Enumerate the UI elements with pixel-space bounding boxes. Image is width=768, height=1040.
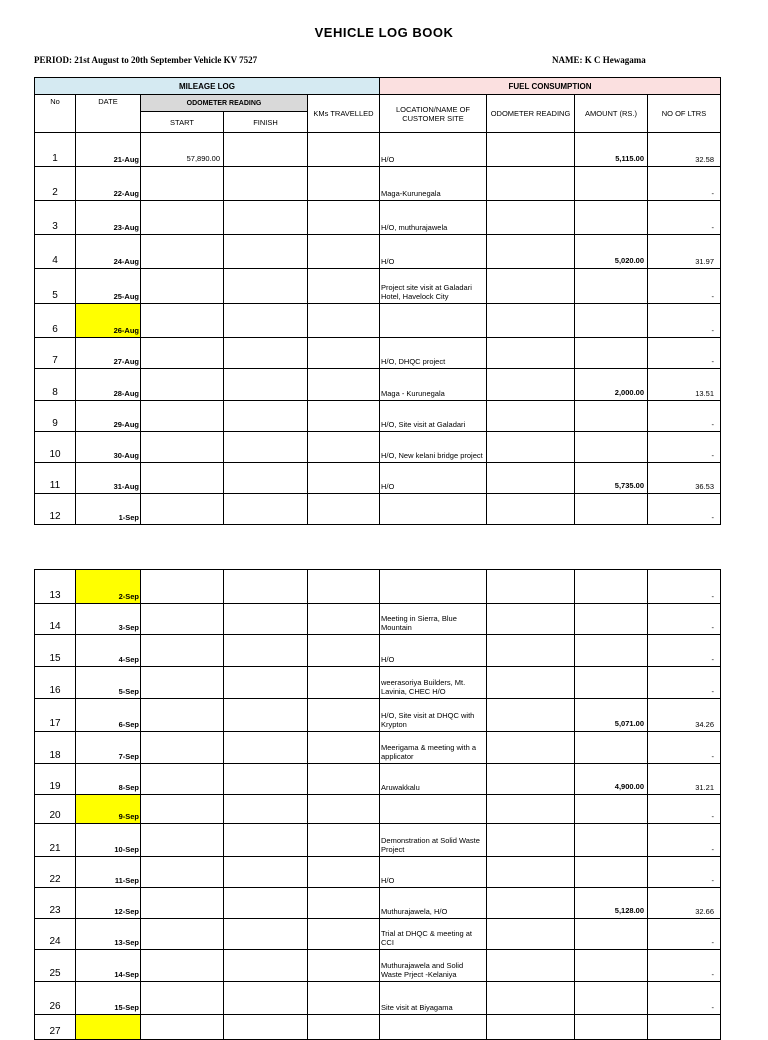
row-number: 14 [35, 604, 76, 635]
row-kms-travelled [308, 1015, 380, 1040]
row-date: 5-Sep [76, 667, 141, 699]
row-no-of-ltrs: - [648, 857, 721, 888]
row-kms-travelled [308, 764, 380, 795]
row-amount [575, 304, 648, 338]
row-date: 24-Aug [76, 235, 141, 269]
table-body-page2 [35, 570, 721, 1040]
row-odometer-start [141, 369, 224, 401]
row-kms-travelled [308, 950, 380, 982]
row-location: H/O, Site visit at DHQC with Krypton [380, 699, 487, 732]
row-kms-travelled [308, 667, 380, 699]
row-odometer-finish [224, 732, 308, 764]
row-odometer-finish [224, 304, 308, 338]
col-kms-travelled: KMs TRAVELLED [308, 95, 380, 133]
row-date: 25-Aug [76, 269, 141, 304]
col-location: LOCATION/NAME OF CUSTOMER SITE [380, 95, 487, 133]
row-no-of-ltrs: - [648, 269, 721, 304]
table-row [35, 201, 721, 235]
mileage-log-header: MILEAGE LOG [35, 78, 380, 95]
row-odometer-finish [224, 167, 308, 201]
row-date: 12-Sep [76, 888, 141, 919]
row-no-of-ltrs: 31.97 [648, 235, 721, 269]
row-number: 3 [35, 201, 76, 235]
row-odometer-start [141, 269, 224, 304]
row-number: 25 [35, 950, 76, 982]
driver-name: NAME: K C Hewagama [552, 55, 646, 65]
col-no: No [35, 95, 76, 133]
row-odometer-start [141, 732, 224, 764]
row-location: H/O, DHQC project [380, 338, 487, 369]
row-odometer-start [141, 857, 224, 888]
row-amount [575, 982, 648, 1015]
row-amount [575, 667, 648, 699]
row-fuel-odometer [487, 369, 575, 401]
row-odometer-start [141, 764, 224, 795]
row-odometer-finish [224, 824, 308, 857]
row-odometer-start [141, 167, 224, 201]
row-location: Meerigama & meeting with a applicator [380, 732, 487, 764]
row-date: 14-Sep [76, 950, 141, 982]
page-title: VEHICLE LOG BOOK [314, 25, 454, 40]
col-amount: AMOUNT (RS.) [575, 95, 648, 133]
row-kms-travelled [308, 201, 380, 235]
row-number: 8 [35, 369, 76, 401]
row-fuel-odometer [487, 604, 575, 635]
row-location [380, 795, 487, 824]
row-odometer-start [141, 235, 224, 269]
row-fuel-odometer [487, 269, 575, 304]
table-row [35, 982, 721, 1015]
row-odometer-finish [224, 1015, 308, 1040]
row-fuel-odometer [487, 795, 575, 824]
row-date: 31-Aug [76, 463, 141, 494]
row-kms-travelled [308, 635, 380, 667]
row-kms-travelled [308, 795, 380, 824]
row-fuel-odometer [487, 950, 575, 982]
table-row [35, 304, 721, 338]
row-odometer-start [141, 401, 224, 432]
table-row [35, 570, 721, 604]
row-fuel-odometer [487, 857, 575, 888]
row-date: 9-Sep [76, 795, 141, 824]
row-odometer-start [141, 699, 224, 732]
row-no-of-ltrs: 32.58 [648, 133, 721, 167]
table-row [35, 167, 721, 201]
row-odometer-start [141, 824, 224, 857]
row-date: 1-Sep [76, 494, 141, 525]
row-fuel-odometer [487, 1015, 575, 1040]
row-kms-travelled [308, 432, 380, 463]
row-odometer-finish [224, 494, 308, 525]
table-row [35, 604, 721, 635]
row-fuel-odometer [487, 570, 575, 604]
row-odometer-start [141, 570, 224, 604]
row-date: 13-Sep [76, 919, 141, 950]
row-no-of-ltrs: 13.51 [648, 369, 721, 401]
table-row [35, 269, 721, 304]
row-number: 20 [35, 795, 76, 824]
row-location: H/O [380, 857, 487, 888]
row-date: 10-Sep [76, 824, 141, 857]
row-location [380, 1015, 487, 1040]
row-kms-travelled [308, 401, 380, 432]
row-location: H/O [380, 133, 487, 167]
row-odometer-start [141, 338, 224, 369]
row-amount [575, 950, 648, 982]
row-no-of-ltrs: - [648, 338, 721, 369]
row-location: Project site visit at Galadari Hotel, Havelock City [380, 269, 487, 304]
row-location: Muthurajawela, H/O [380, 888, 487, 919]
row-kms-travelled [308, 304, 380, 338]
row-odometer-start [141, 950, 224, 982]
row-no-of-ltrs [648, 1015, 721, 1040]
row-odometer-finish [224, 201, 308, 235]
row-amount [575, 857, 648, 888]
row-number: 13 [35, 570, 76, 604]
row-date: 7-Sep [76, 732, 141, 764]
row-number: 10 [35, 432, 76, 463]
row-amount [575, 167, 648, 201]
row-kms-travelled [308, 167, 380, 201]
row-odometer-finish [224, 795, 308, 824]
row-date: 27-Aug [76, 338, 141, 369]
row-no-of-ltrs: - [648, 401, 721, 432]
row-no-of-ltrs: - [648, 201, 721, 235]
row-odometer-start [141, 888, 224, 919]
row-number: 16 [35, 667, 76, 699]
table-row [35, 133, 721, 167]
row-odometer-finish [224, 982, 308, 1015]
row-date: 26-Aug [76, 304, 141, 338]
row-fuel-odometer [487, 304, 575, 338]
row-no-of-ltrs: - [648, 167, 721, 201]
row-location: H/O [380, 463, 487, 494]
mileage-log-table [34, 77, 721, 525]
row-kms-travelled [308, 857, 380, 888]
row-odometer-finish [224, 667, 308, 699]
row-location: H/O [380, 635, 487, 667]
row-number: 27 [35, 1015, 76, 1040]
row-location: H/O, Site visit at Galadari [380, 401, 487, 432]
row-fuel-odometer [487, 201, 575, 235]
row-amount [575, 201, 648, 235]
row-fuel-odometer [487, 919, 575, 950]
row-no-of-ltrs: - [648, 667, 721, 699]
table-row [35, 401, 721, 432]
row-date: 22-Aug [76, 167, 141, 201]
row-number: 17 [35, 699, 76, 732]
row-amount: 5,115.00 [575, 133, 648, 167]
table-row [35, 463, 721, 494]
row-date: 28-Aug [76, 369, 141, 401]
row-location: Muthurajawela and Solid Waste Prject -Kelaniya [380, 950, 487, 982]
row-location: Site visit at Biyagama [380, 982, 487, 1015]
table-row [35, 369, 721, 401]
row-number: 12 [35, 494, 76, 525]
row-odometer-start [141, 432, 224, 463]
row-fuel-odometer [487, 494, 575, 525]
table-row [35, 732, 721, 764]
row-amount: 4,900.00 [575, 764, 648, 795]
row-no-of-ltrs: - [648, 950, 721, 982]
row-kms-travelled [308, 133, 380, 167]
row-amount [575, 824, 648, 857]
row-location: Aruwakkalu [380, 764, 487, 795]
row-number: 1 [35, 133, 76, 167]
col-finish: FINISH [224, 112, 308, 133]
row-odometer-finish [224, 888, 308, 919]
row-location: Maga - Kurunegala [380, 369, 487, 401]
col-no-of-ltrs: NO OF LTRS [648, 95, 721, 133]
row-date: 29-Aug [76, 401, 141, 432]
col-odometer-reading: ODOMETER READING [141, 95, 308, 112]
row-kms-travelled [308, 369, 380, 401]
row-date: 3-Sep [76, 604, 141, 635]
row-odometer-finish [224, 432, 308, 463]
row-fuel-odometer [487, 167, 575, 201]
row-no-of-ltrs: 36.53 [648, 463, 721, 494]
row-fuel-odometer [487, 432, 575, 463]
period-label: PERIOD: 21st August to 20th September Vehicle KV 7527 [34, 55, 258, 65]
row-number: 22 [35, 857, 76, 888]
row-amount [575, 795, 648, 824]
row-odometer-finish [224, 699, 308, 732]
row-odometer-finish [224, 635, 308, 667]
row-kms-travelled [308, 888, 380, 919]
row-fuel-odometer [487, 888, 575, 919]
col-fuel-odometer: ODOMETER READING [487, 95, 575, 133]
row-location: Trial at DHQC & meeting at CCI [380, 919, 487, 950]
row-date: 6-Sep [76, 699, 141, 732]
row-fuel-odometer [487, 764, 575, 795]
row-amount [575, 338, 648, 369]
row-location: H/O, muthurajawela [380, 201, 487, 235]
row-number: 5 [35, 269, 76, 304]
row-amount [575, 570, 648, 604]
row-amount [575, 732, 648, 764]
row-number: 15 [35, 635, 76, 667]
row-odometer-start [141, 201, 224, 235]
row-date: 2-Sep [76, 570, 141, 604]
row-odometer-start [141, 1015, 224, 1040]
row-fuel-odometer [487, 338, 575, 369]
table-row [35, 338, 721, 369]
table-row [35, 857, 721, 888]
table-row [35, 764, 721, 795]
row-date: 23-Aug [76, 201, 141, 235]
row-fuel-odometer [487, 401, 575, 432]
row-location [380, 494, 487, 525]
row-no-of-ltrs: 31.21 [648, 764, 721, 795]
row-amount: 5,128.00 [575, 888, 648, 919]
row-location: Meeting in Sierra, Blue Mountain [380, 604, 487, 635]
row-no-of-ltrs: - [648, 570, 721, 604]
row-number: 11 [35, 463, 76, 494]
row-date: 4-Sep [76, 635, 141, 667]
row-amount [575, 1015, 648, 1040]
table-row [35, 1015, 721, 1040]
row-odometer-finish [224, 269, 308, 304]
row-amount: 5,735.00 [575, 463, 648, 494]
row-odometer-finish [224, 235, 308, 269]
row-kms-travelled [308, 824, 380, 857]
row-number: 19 [35, 764, 76, 795]
table-row [35, 950, 721, 982]
row-odometer-finish [224, 764, 308, 795]
row-number: 2 [35, 167, 76, 201]
table-body-page1 [35, 133, 721, 525]
table-row [35, 795, 721, 824]
row-fuel-odometer [487, 699, 575, 732]
row-odometer-start [141, 919, 224, 950]
row-no-of-ltrs: - [648, 919, 721, 950]
row-kms-travelled [308, 269, 380, 304]
fuel-consumption-header: FUEL CONSUMPTION [380, 78, 721, 95]
row-location: H/O, New kelani bridge project [380, 432, 487, 463]
row-date: 15-Sep [76, 982, 141, 1015]
row-fuel-odometer [487, 235, 575, 269]
row-location: weerasoriya Builders, Mt. Lavinia, CHEC H/O [380, 667, 487, 699]
table-row [35, 888, 721, 919]
row-amount [575, 401, 648, 432]
row-fuel-odometer [487, 463, 575, 494]
row-kms-travelled [308, 235, 380, 269]
row-kms-travelled [308, 463, 380, 494]
row-kms-travelled [308, 732, 380, 764]
row-no-of-ltrs: - [648, 635, 721, 667]
row-odometer-start [141, 494, 224, 525]
row-odometer-finish [224, 570, 308, 604]
row-no-of-ltrs: - [648, 494, 721, 525]
row-number: 24 [35, 919, 76, 950]
row-odometer-start [141, 982, 224, 1015]
row-odometer-finish [224, 133, 308, 167]
row-odometer-start: 57,890.00 [141, 133, 224, 167]
col-start: START [141, 112, 224, 133]
table-row [35, 494, 721, 525]
row-odometer-finish [224, 950, 308, 982]
table-row [35, 432, 721, 463]
row-odometer-start [141, 635, 224, 667]
row-fuel-odometer [487, 133, 575, 167]
row-location [380, 570, 487, 604]
row-amount [575, 269, 648, 304]
table-row [35, 235, 721, 269]
row-amount: 5,020.00 [575, 235, 648, 269]
row-amount [575, 604, 648, 635]
row-date: 30-Aug [76, 432, 141, 463]
row-no-of-ltrs: - [648, 824, 721, 857]
row-amount [575, 635, 648, 667]
row-location: Maga-Kurunegala [380, 167, 487, 201]
row-no-of-ltrs: 32.66 [648, 888, 721, 919]
table-row [35, 667, 721, 699]
row-odometer-finish [224, 919, 308, 950]
row-number: 4 [35, 235, 76, 269]
col-date: DATE [76, 95, 141, 133]
row-odometer-start [141, 667, 224, 699]
row-odometer-finish [224, 857, 308, 888]
row-amount: 2,000.00 [575, 369, 648, 401]
row-location [380, 304, 487, 338]
row-kms-travelled [308, 570, 380, 604]
row-kms-travelled [308, 699, 380, 732]
row-kms-travelled [308, 604, 380, 635]
row-amount: 5,071.00 [575, 699, 648, 732]
row-date: 11-Sep [76, 857, 141, 888]
row-no-of-ltrs: - [648, 604, 721, 635]
row-location: H/O [380, 235, 487, 269]
row-amount [575, 432, 648, 463]
row-no-of-ltrs: 34.26 [648, 699, 721, 732]
row-odometer-finish [224, 369, 308, 401]
row-number: 6 [35, 304, 76, 338]
row-number: 18 [35, 732, 76, 764]
row-odometer-finish [224, 401, 308, 432]
row-fuel-odometer [487, 635, 575, 667]
row-odometer-finish [224, 463, 308, 494]
row-fuel-odometer [487, 667, 575, 699]
row-odometer-finish [224, 338, 308, 369]
table-row [35, 919, 721, 950]
row-number: 9 [35, 401, 76, 432]
row-fuel-odometer [487, 824, 575, 857]
row-no-of-ltrs: - [648, 432, 721, 463]
row-no-of-ltrs: - [648, 732, 721, 764]
row-fuel-odometer [487, 982, 575, 1015]
row-kms-travelled [308, 338, 380, 369]
row-number: 21 [35, 824, 76, 857]
row-number: 26 [35, 982, 76, 1015]
row-date: 8-Sep [76, 764, 141, 795]
row-number: 23 [35, 888, 76, 919]
row-no-of-ltrs: - [648, 304, 721, 338]
table-row [35, 699, 721, 732]
row-kms-travelled [308, 494, 380, 525]
row-no-of-ltrs: - [648, 982, 721, 1015]
row-amount [575, 919, 648, 950]
row-odometer-finish [224, 604, 308, 635]
row-kms-travelled [308, 919, 380, 950]
table-row [35, 824, 721, 857]
row-odometer-start [141, 304, 224, 338]
mileage-log-table-continued [34, 569, 721, 1040]
row-number: 7 [35, 338, 76, 369]
row-odometer-start [141, 463, 224, 494]
row-date [76, 1015, 141, 1040]
row-date: 21-Aug [76, 133, 141, 167]
table-row [35, 635, 721, 667]
row-fuel-odometer [487, 732, 575, 764]
row-odometer-start [141, 795, 224, 824]
row-odometer-start [141, 604, 224, 635]
row-kms-travelled [308, 982, 380, 1015]
row-no-of-ltrs: - [648, 795, 721, 824]
row-location: Demonstration at Solid Waste Project [380, 824, 487, 857]
row-amount [575, 494, 648, 525]
